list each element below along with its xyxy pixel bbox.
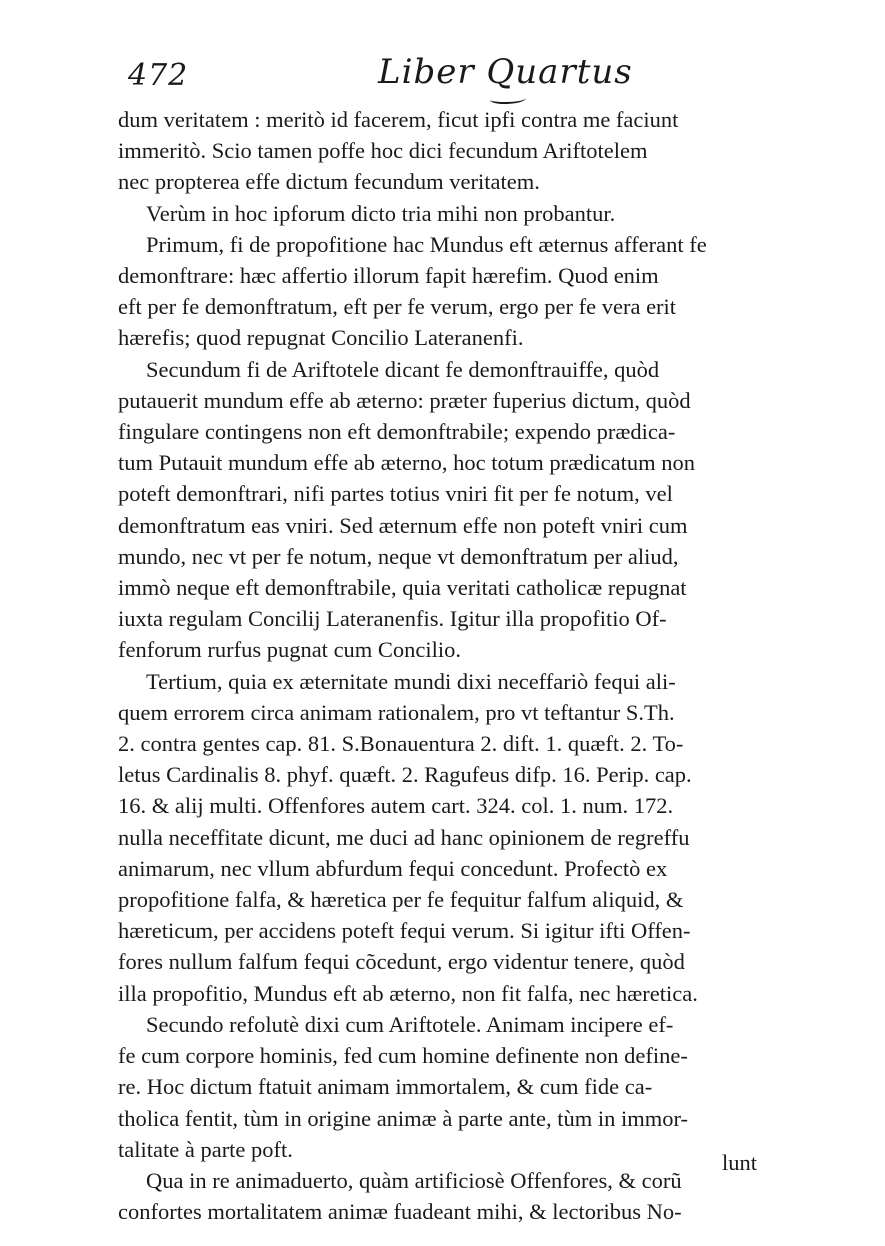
text-line: dum veritatem : meritò id facerem, ficut ipfi contra me faciunt	[118, 107, 679, 132]
text-line: fores nullum falfum fequi cõcedunt, ergo videntur tenere, quòd	[118, 949, 685, 975]
text-line: quem errorem circa animam rationalem, pro vt teftantur S.Th.	[118, 699, 675, 725]
text-line: Secundum fi de Ariftotele dicant fe demonftrauiffe, quòd	[146, 356, 660, 382]
catchword: lunt	[722, 1150, 758, 1175]
text-line: putauerit mundum effe ab æterno: præter fuperius dictum, quòd	[118, 387, 691, 413]
text-line: Secundo refolutè dixi cum Ariftotele. Animam incipere ef-	[146, 1011, 674, 1037]
text-line: 16. & alij multi. Offenfores autem cart. 324. col. 1. num. 172.	[118, 793, 674, 819]
text-line: re. Hoc dictum ftatuit animam immortalem, & cum fide ca-	[118, 1074, 653, 1100]
text-line: mundo, nec vt per fe notum, neque vt demonftratum per aliud,	[118, 543, 679, 569]
text-line: immeritò. Scio tamen poffe hoc dici fecundum Ariftotelem	[118, 138, 648, 164]
text-line: demonftratum eas vniri. Sed æternum effe non poteft vniri cum	[118, 512, 688, 538]
page-number: 472	[128, 58, 189, 93]
text-line: animarum, nec vllum abfurdum fequi concedunt. Profectò ex	[118, 855, 668, 881]
text-line: eft per fe demonftratum, eft per fe verum, ergo per fe vera erit	[118, 294, 677, 320]
text-line: Qua in re animaduerto, quàm artificiosè Offenfores, & corũ	[146, 1167, 682, 1193]
text-line: tholica fentit, tùm in origine animæ à parte ante, tùm in immor-	[118, 1105, 689, 1131]
text-line: propofitione falfa, & hæretica per fe fequitur falfum aliquid, &	[118, 887, 684, 913]
text-line: talitate à parte poft.	[118, 1136, 293, 1162]
text-line: hærefis; quod repugnat Concilio Lateranenfi.	[118, 325, 524, 351]
text-line: immò neque eft demonftrabile, quia veritati catholicæ repugnat	[118, 575, 687, 601]
text-line: illa propofitio, Mundus eft ab æterno, non fit falfa, nec hæretica.	[118, 980, 698, 1006]
text-line: iuxta regulam Concilij Lateranenfis. Igitur illa propofitio Of-	[118, 606, 667, 632]
body-text	[118, 104, 798, 1227]
text-line: tum Putauit mundum effe ab æterno, hoc totum prædicatum non	[118, 450, 696, 476]
text-line: Primum, fi de propofitione hac Mundus eft æternus afferant fe	[146, 231, 707, 257]
text-line: hæreticum, per accidens poteft fequi verum. Si igitur ifti Offen-	[118, 918, 691, 944]
running-head-swash	[490, 94, 526, 104]
text-line: fenforum rurfus pugnat cum Concilio.	[118, 637, 462, 663]
text-line: demonftrare: hæc affertio illorum fapit hærefim. Quod enim	[118, 263, 659, 289]
text-line: 2. contra gentes cap. 81. S.Bonauentura 2. dift. 1. quæft. 2. To-	[118, 731, 684, 757]
text-line: letus Cardinalis 8. phyf. quæft. 2. Ragufeus difp. 16. Perip. cap.	[118, 762, 692, 788]
text-line: poteft demonftrari, nifi partes totius vniri fit per fe notum, vel	[118, 481, 673, 507]
text-line: nec propterea effe dictum fecundum veritatem.	[118, 169, 540, 195]
page-header	[128, 52, 808, 100]
text-line: nulla neceffitate dicunt, me duci ad hanc opinionem de regreffu	[118, 824, 690, 850]
running-head: Liber Quartus	[378, 52, 633, 92]
text-line: confortes mortalitatem animæ fuadeant mihi, & lectoribus No-	[118, 1199, 682, 1225]
text-line: fe cum corpore hominis, fed cum homine definente non define-	[118, 1043, 688, 1069]
text-line: Tertium, quia ex æternitate mundi dixi neceffariò fequi ali-	[146, 668, 676, 694]
text-line: Verùm in hoc ipforum dicto tria mihi non probantur.	[146, 200, 616, 226]
text-line: fingulare contingens non eft demonftrabile; expendo prædica-	[118, 419, 676, 445]
